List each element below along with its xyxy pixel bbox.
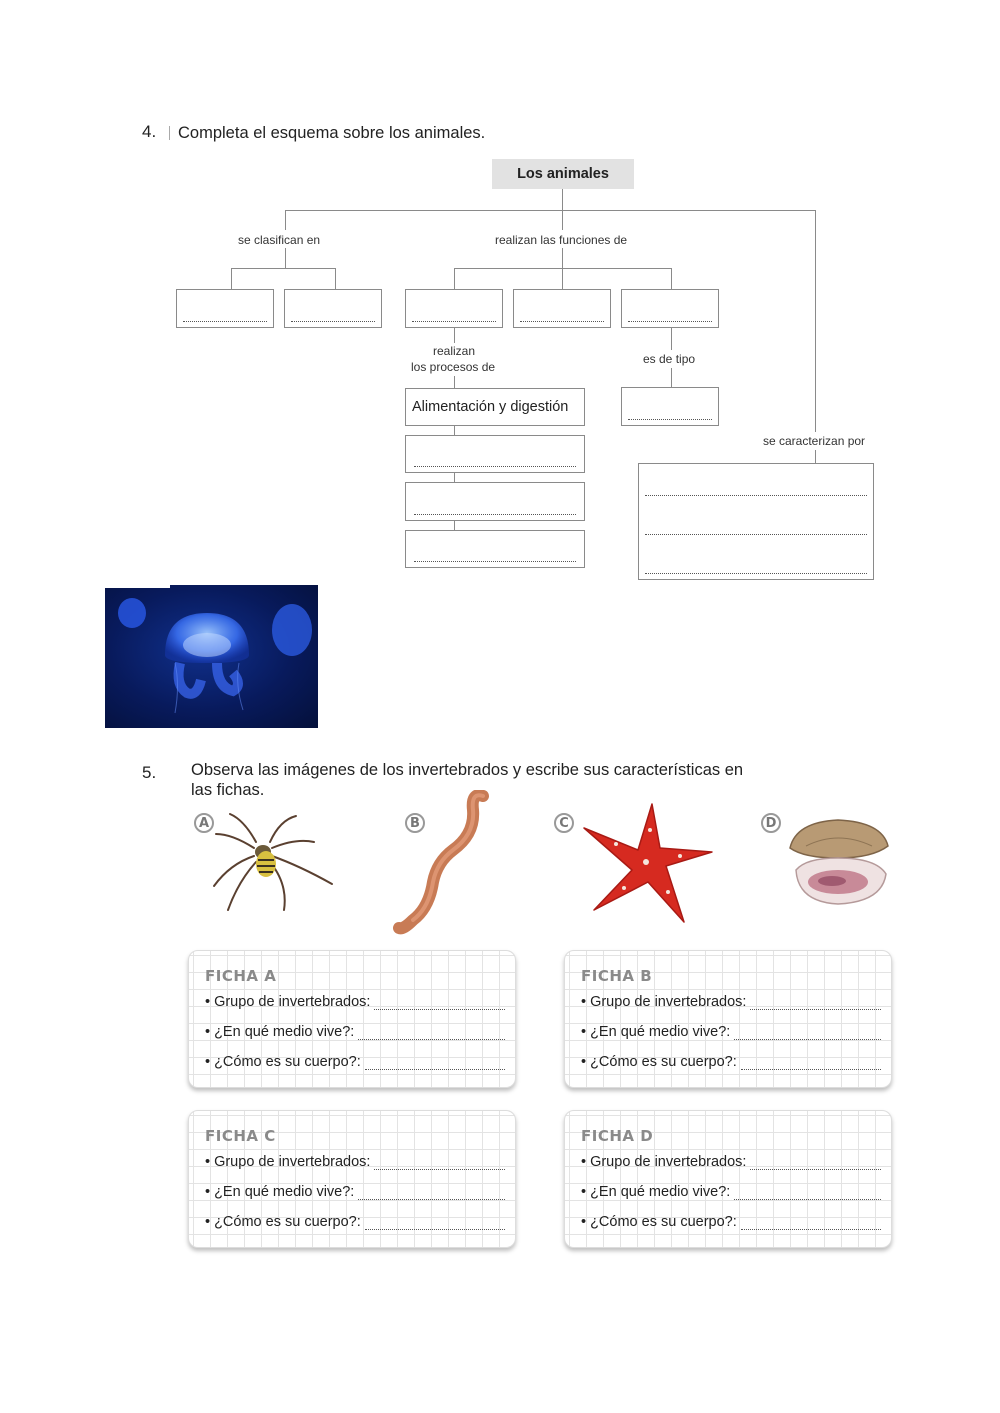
ficha-title: FICHA C: [205, 1127, 276, 1145]
ficha-row-label: ¿Cómo es su cuerpo?:: [590, 1214, 737, 1230]
blank-process-2[interactable]: [405, 435, 585, 473]
ficha-row[interactable]: [581, 1214, 881, 1230]
connector: [815, 450, 816, 463]
exercise-5-number: 5.: [142, 763, 157, 782]
connector: [671, 368, 672, 387]
jellyfish-icon: [105, 585, 318, 728]
ficha-a-card: [188, 950, 516, 1088]
ficha-row[interactable]: [581, 1154, 881, 1170]
ficha-row[interactable]: [205, 1154, 505, 1170]
ficha-row-label: ¿Cómo es su cuerpo?:: [590, 1054, 737, 1070]
ficha-d-card: [564, 1110, 892, 1248]
answer-line[interactable]: [374, 1157, 505, 1170]
write-line: [645, 495, 867, 496]
connector: [562, 189, 563, 211]
ficha-c-card: [188, 1110, 516, 1248]
answer-line[interactable]: [374, 997, 505, 1010]
exercise-4-instruction: Completa el esquema sobre los animales.: [178, 124, 486, 142]
blank-process-3[interactable]: [405, 482, 585, 521]
label-functions: realizan las funciones de: [495, 233, 628, 247]
label-processes-2: los procesos de: [411, 360, 496, 374]
starfish-image: [580, 800, 716, 926]
connector: [285, 210, 286, 230]
connector: [454, 268, 455, 289]
exercise-4-number: 4.: [142, 122, 157, 141]
bullet: •: [581, 1154, 587, 1170]
spider-image: [208, 812, 336, 914]
image-letter-c: C: [554, 813, 574, 833]
process-box-nutrition: [405, 388, 585, 426]
ficha-title: FICHA B: [581, 967, 653, 985]
connector: [335, 268, 336, 289]
answer-line[interactable]: [750, 1157, 881, 1170]
ficha-row-label: Grupo de invertebrados:: [214, 994, 371, 1010]
ficha-row[interactable]: [581, 994, 881, 1010]
bullet: •: [205, 1154, 211, 1170]
connector: [454, 268, 672, 269]
label-classify: se clasifican en: [238, 233, 321, 247]
root-node: Los animales: [492, 159, 634, 189]
bullet: •: [205, 1054, 211, 1070]
answer-line[interactable]: [358, 1027, 505, 1040]
bullet: •: [581, 1054, 587, 1070]
image-letter-a: A: [194, 813, 214, 833]
label-processes-1: realizan: [433, 344, 476, 358]
bullet: •: [581, 994, 587, 1010]
ficha-row[interactable]: [581, 1054, 881, 1070]
separator: [169, 126, 170, 140]
answer-line[interactable]: [734, 1187, 881, 1200]
connector: [815, 210, 816, 432]
answer-line[interactable]: [365, 1057, 505, 1070]
write-line: [645, 534, 867, 535]
ficha-row[interactable]: [581, 1184, 881, 1200]
connector: [285, 248, 286, 269]
connector: [562, 210, 563, 230]
process-label: Alimentación y digestión: [412, 399, 569, 415]
ficha-row-label: ¿Cómo es su cuerpo?:: [214, 1054, 361, 1070]
connector: [454, 473, 455, 482]
ficha-row[interactable]: [205, 1054, 505, 1070]
bullet: •: [581, 1184, 587, 1200]
exercise-5-instruction-line2: las fichas.: [191, 781, 265, 799]
write-line: [645, 573, 867, 574]
ficha-row[interactable]: [581, 1024, 881, 1040]
answer-line[interactable]: [365, 1217, 505, 1230]
connector: [454, 521, 455, 530]
blank-function-3[interactable]: [621, 289, 719, 328]
label-characterized: se caracterizan por: [763, 434, 866, 448]
connector: [285, 210, 815, 211]
bullet: •: [205, 1214, 211, 1230]
ficha-row-label: ¿En qué medio vive?:: [214, 1184, 355, 1200]
ficha-row[interactable]: [205, 1024, 505, 1040]
ficha-b-card: [564, 950, 892, 1088]
answer-line[interactable]: [734, 1027, 881, 1040]
clam-image: [786, 818, 892, 908]
connector: [671, 328, 672, 350]
blank-process-4[interactable]: [405, 530, 585, 568]
connector: [454, 426, 455, 435]
ficha-row-label: ¿Cómo es su cuerpo?:: [214, 1214, 361, 1230]
label-type: es de tipo: [643, 352, 696, 366]
blank-class-1[interactable]: [176, 289, 274, 328]
blank-function-2[interactable]: [513, 289, 611, 328]
blank-characteristics[interactable]: [638, 463, 874, 580]
blank-class-2[interactable]: [284, 289, 382, 328]
exercise-5-instruction-line1: Observa las imágenes de los invertebrados y escribe sus características en: [191, 761, 744, 779]
answer-line[interactable]: [741, 1217, 881, 1230]
ficha-title: FICHA A: [205, 967, 277, 985]
image-edge: [105, 585, 170, 588]
ficha-row-label: Grupo de invertebrados:: [590, 1154, 747, 1170]
answer-line[interactable]: [741, 1057, 881, 1070]
ficha-row-label: Grupo de invertebrados:: [590, 994, 747, 1010]
connector: [231, 268, 336, 269]
ficha-row-label: ¿En qué medio vive?:: [590, 1024, 731, 1040]
answer-line[interactable]: [750, 997, 881, 1010]
ficha-row-label: ¿En qué medio vive?:: [214, 1024, 355, 1040]
ficha-row-label: Grupo de invertebrados:: [214, 1154, 371, 1170]
blank-type[interactable]: [621, 387, 719, 426]
ficha-row[interactable]: [205, 1184, 505, 1200]
image-letter-d: D: [761, 813, 781, 833]
connector: [454, 328, 455, 343]
blank-function-1[interactable]: [405, 289, 503, 328]
bullet: •: [581, 1024, 587, 1040]
connector: [231, 268, 232, 289]
bullet: •: [205, 994, 211, 1010]
bullet: •: [205, 1184, 211, 1200]
jellyfish-image: [105, 585, 318, 728]
ficha-title: FICHA D: [581, 1127, 654, 1145]
ficha-row[interactable]: [205, 1214, 505, 1230]
answer-line[interactable]: [358, 1187, 505, 1200]
bullet: •: [205, 1024, 211, 1040]
worm-image: [393, 790, 493, 936]
ficha-row-label: ¿En qué medio vive?:: [590, 1184, 731, 1200]
connector: [671, 268, 672, 289]
image-letter-b: B: [405, 813, 425, 833]
bullet: •: [581, 1214, 587, 1230]
connector: [454, 376, 455, 388]
ficha-row[interactable]: [205, 994, 505, 1010]
